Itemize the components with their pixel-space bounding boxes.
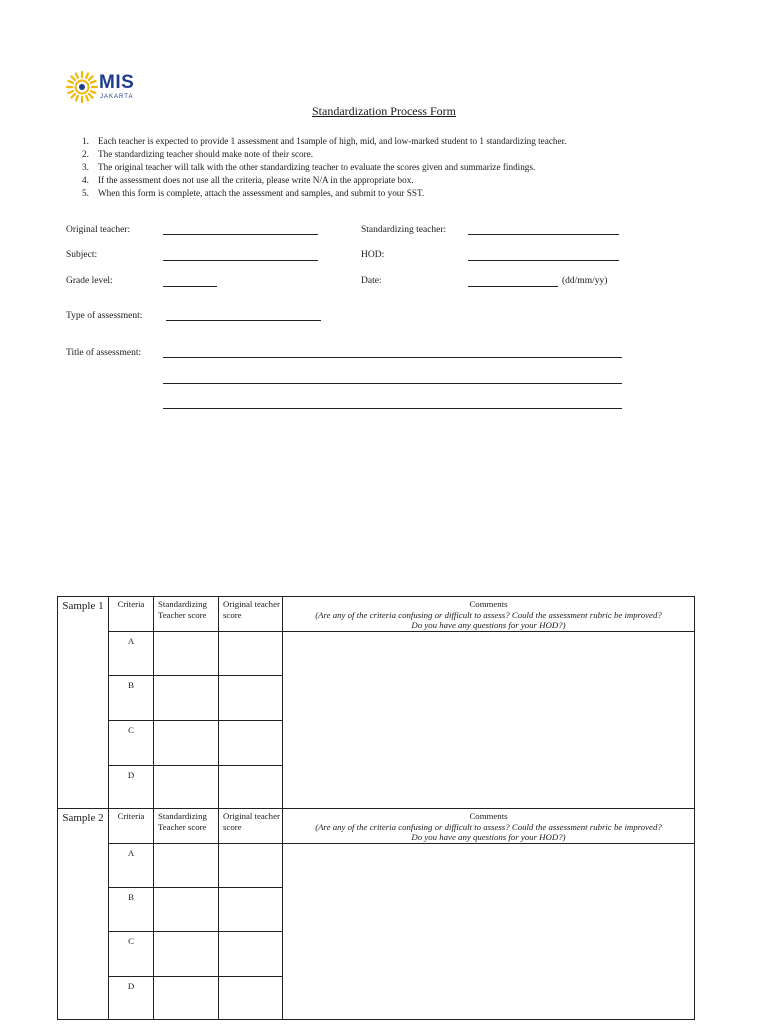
grade-level-field[interactable] — [163, 286, 217, 287]
type-of-assessment-label: Type of assessment: — [66, 311, 143, 321]
standardizing-score-cell[interactable] — [154, 887, 219, 931]
hod-label: HOD: — [361, 250, 385, 260]
sample-label: Sample 1 — [58, 597, 109, 809]
instruction-item: 3. The original teacher will talk with the other standardizing teacher to evaluate the scores given and summarize findings. — [82, 161, 536, 172]
type-of-assessment-field[interactable] — [166, 320, 321, 321]
standardizing-score-header: Standardizing Teacher score — [154, 597, 219, 632]
subject-field[interactable] — [163, 260, 318, 261]
grade-level-label: Grade level: — [66, 276, 113, 286]
logo-text: MIS — [99, 72, 135, 93]
date-field[interactable] — [468, 286, 558, 287]
criteria-cell: B — [109, 887, 154, 931]
instruction-item: 4. If the assessment does not use all the criteria, please write N/A in the appropriate box. — [82, 174, 414, 185]
criteria-cell: B — [109, 676, 154, 721]
original-score-cell[interactable] — [219, 721, 283, 766]
sample-label: Sample 2 — [58, 809, 109, 1020]
instructions-list — [82, 135, 722, 200]
standardizing-score-cell[interactable] — [154, 931, 219, 976]
original-score-header: Original teacher score — [219, 809, 283, 844]
title-of-assessment-field[interactable] — [163, 357, 622, 358]
criteria-cell: C — [109, 721, 154, 766]
date-format-hint: (dd/mm/yy) — [562, 276, 608, 286]
instruction-item: 5. When this form is complete, attach the assessment and samples, and submit to your SST. — [82, 187, 425, 198]
instruction-item: 2. The standardizing teacher should make note of their score. — [82, 148, 314, 159]
comments-header: Comments (Are any of the criteria confusing or difficult to assess? Could the assessment rubric be improved? Do you have any questions for your HOD?) — [283, 809, 695, 844]
standardizing-score-cell[interactable] — [154, 766, 219, 809]
original-score-cell[interactable] — [219, 632, 283, 676]
sample-1-table — [57, 596, 695, 809]
hod-field[interactable] — [468, 260, 619, 261]
criteria-cell: C — [109, 931, 154, 976]
standardizing-score-cell[interactable] — [154, 632, 219, 676]
standardizing-score-cell[interactable] — [154, 676, 219, 721]
title-of-assessment-field-line-3[interactable] — [163, 408, 622, 409]
original-teacher-label: Original teacher: — [66, 225, 131, 235]
criteria-cell: A — [109, 843, 154, 887]
instruction-item: 1. Each teacher is expected to provide 1 assessment and 1sample of high, mid, and low-marked student to 1 standardizing teacher. — [82, 136, 567, 146]
standardizing-score-cell[interactable] — [154, 843, 219, 887]
subject-label: Subject: — [66, 250, 98, 260]
logo-subtext: JAKARTA — [100, 94, 134, 100]
standardizing-score-header: Standardizing Teacher score — [154, 809, 219, 844]
title-of-assessment-field-line-2[interactable] — [163, 383, 622, 384]
original-score-cell[interactable] — [219, 887, 283, 931]
original-score-cell[interactable] — [219, 843, 283, 887]
original-score-header: Original teacher score — [219, 597, 283, 632]
criteria-header: Criteria — [109, 597, 154, 632]
original-score-cell[interactable] — [219, 976, 283, 1019]
standardizing-score-cell[interactable] — [154, 976, 219, 1019]
original-teacher-field[interactable] — [163, 234, 318, 235]
sample-2-table — [57, 808, 695, 1020]
criteria-header: Criteria — [109, 809, 154, 844]
original-score-cell[interactable] — [219, 766, 283, 809]
comments-header: Comments (Are any of the criteria confusing or difficult to assess? Could the assessment rubric be improved? Do you have any questions for your HOD?) — [283, 597, 695, 632]
date-label: Date: — [361, 276, 382, 286]
table-row — [58, 632, 695, 676]
table-header-row — [58, 597, 695, 632]
form-title: Standardization Process Form — [312, 104, 456, 118]
table-header-row — [58, 809, 695, 844]
original-score-cell[interactable] — [219, 676, 283, 721]
table-row — [58, 843, 695, 887]
standardizing-teacher-field[interactable] — [468, 234, 619, 235]
title-of-assessment-label: Title of assessment: — [66, 348, 142, 358]
comments-cell[interactable] — [283, 843, 695, 1019]
criteria-cell: D — [109, 976, 154, 1019]
criteria-cell: A — [109, 632, 154, 676]
standardizing-score-cell[interactable] — [154, 721, 219, 766]
standardizing-teacher-label: Standardizing teacher: — [361, 225, 447, 235]
comments-cell[interactable] — [283, 632, 695, 809]
sun-logo-icon — [66, 70, 98, 104]
criteria-cell: D — [109, 766, 154, 809]
school-logo — [66, 70, 156, 106]
original-score-cell[interactable] — [219, 931, 283, 976]
